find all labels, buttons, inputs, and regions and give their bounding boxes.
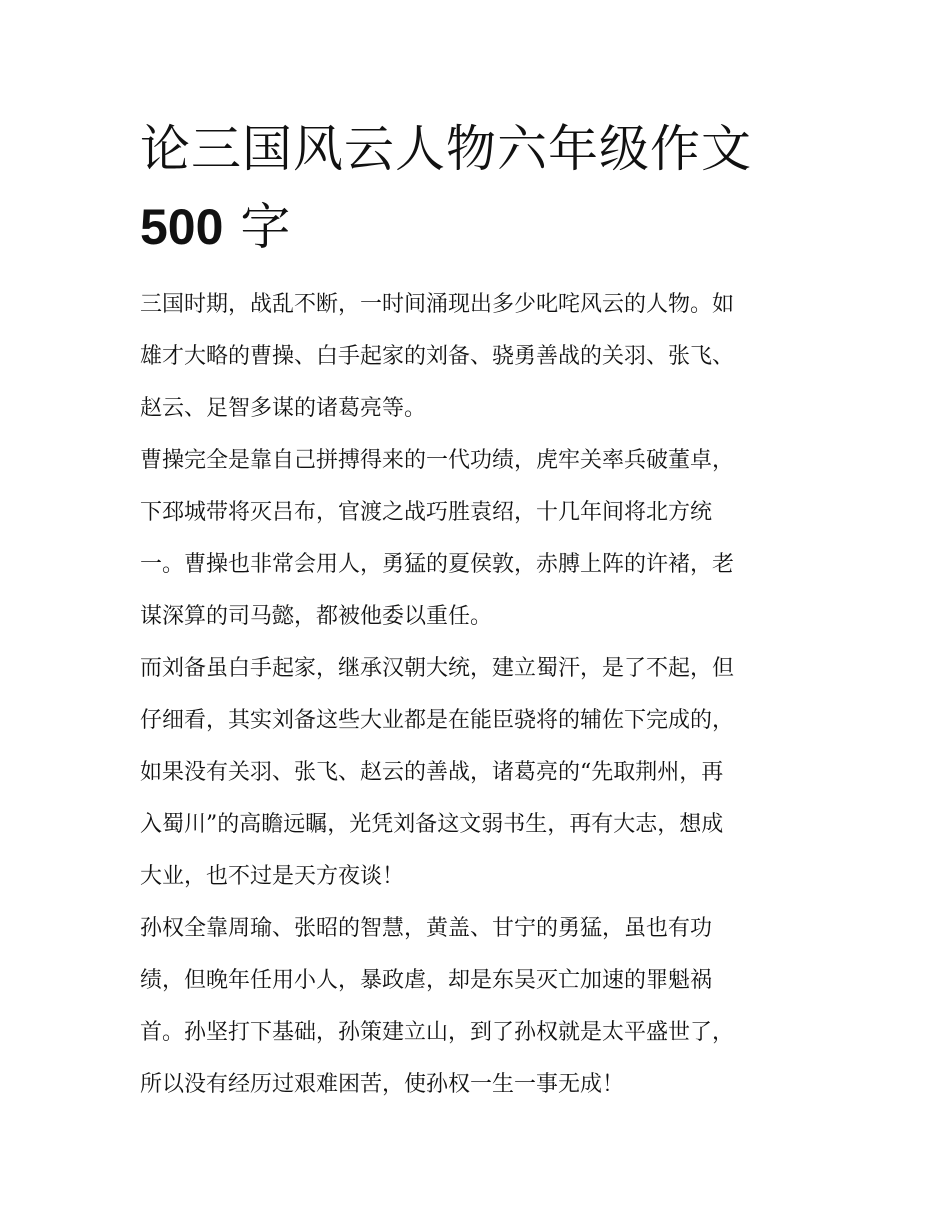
paragraph-cao-cao: [140, 435, 830, 643]
text-line: 如果没有关羽、张飞、赵云的善战，诸葛亮的“先取荆州，再: [140, 760, 724, 785]
document-body: [140, 279, 830, 1111]
text-line: 所以没有经历过艰难困苦，使孙权一生一事无成！: [140, 1072, 625, 1097]
text-line: 首。孙坚打下基础，孙策建立山，到了孙权就是太平盛世了，: [140, 1020, 735, 1045]
text-line: 仔细看，其实刘备这些大业都是在能臣骁将的辅佐下完成的，: [140, 708, 735, 733]
text-line: 一。曹操也非常会用人，勇猛的夏侯敦，赤膊上阵的许褚，老: [140, 552, 735, 577]
text-line: 而刘备虽白手起家，继承汉朝大统，建立蜀汗，是了不起，但: [140, 656, 735, 681]
text-line: 孙权全靠周瑜、张昭的智慧，黄盖、甘宁的勇猛，虽也有功: [140, 916, 713, 941]
text-line: 大业，也不过是天方夜谈！: [140, 864, 405, 889]
text-line: 曹操完全是靠自己拼搏得来的一代功绩，虎牢关率兵破董卓，: [140, 448, 735, 473]
paragraph-sun-quan: [140, 903, 830, 1111]
text-line: 三国时期，战乱不断，一时间涌现出多少叱咤风云的人物。如: [140, 292, 735, 317]
title-unit: 字: [240, 198, 292, 256]
paragraph-intro: [140, 279, 830, 435]
text-line: 雄才大略的曹操、白手起家的刘备、骁勇善战的关羽、张飞、: [140, 344, 735, 369]
text-line: 赵云、足智多谋的诸葛亮等。: [140, 396, 427, 421]
text-line: 下邳城带将灭吕布，官渡之战巧胜袁绍，十几年间将北方统: [140, 500, 713, 525]
title-line-2: [140, 188, 820, 266]
document-title: [140, 110, 820, 266]
title-line-1: 论三国风云人物六年级作文: [140, 120, 752, 178]
paragraph-liu-bei: [140, 643, 830, 903]
text-line: 绩，但晚年任用小人，暴政虐，却是东吴灭亡加速的罪魁祸: [140, 968, 713, 993]
text-line: 谋深算的司马懿，都被他委以重任。: [140, 604, 493, 629]
title-number: 500: [140, 199, 224, 255]
text-line: 入蜀川”的高瞻远瞩，光凭刘备这文弱书生，再有大志，想成: [140, 812, 724, 837]
